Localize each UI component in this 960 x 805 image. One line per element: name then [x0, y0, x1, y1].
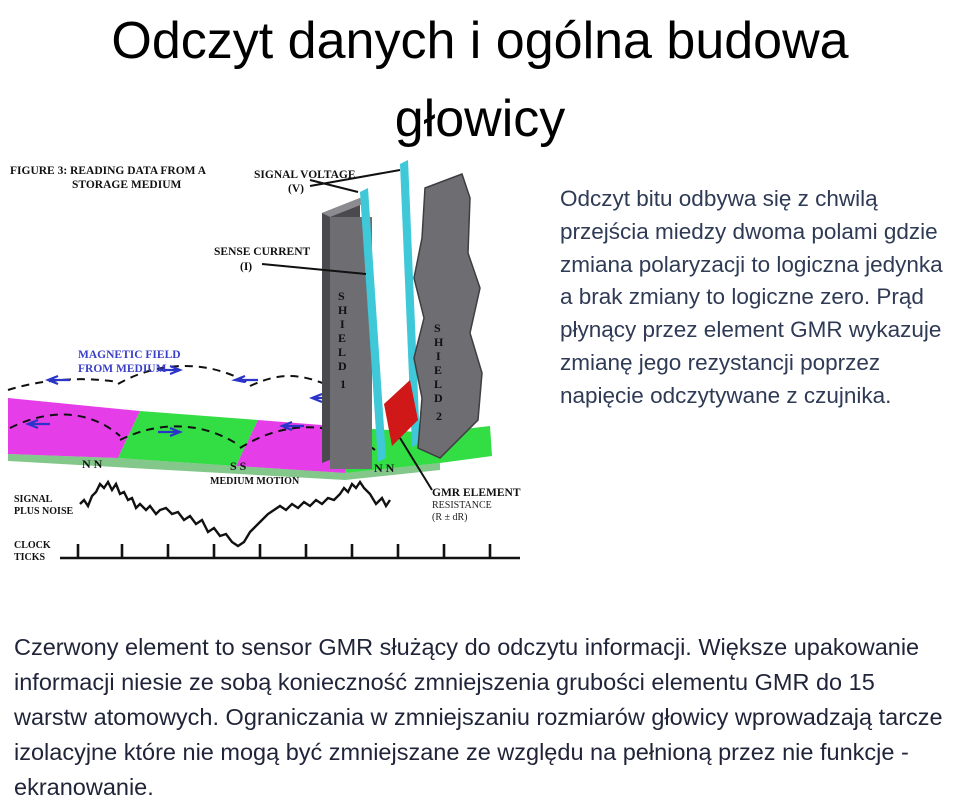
signal-voltage-label-2: (V) [288, 183, 304, 195]
magnetic-field-label-1: MAGNETIC FIELD [78, 349, 181, 361]
shield-1-letter: 1 [340, 377, 346, 391]
shield-1-letter: S [338, 289, 345, 303]
shield-1-letter: H [338, 303, 348, 317]
pole-label: N N [82, 457, 103, 471]
shield-1-letter: L [338, 345, 347, 359]
clock-ticks-label-1: CLOCK [14, 540, 51, 551]
shield-1-letter: E [338, 331, 347, 345]
medium-segment-green-1 [118, 411, 258, 466]
side-description-text: Odczyt bitu odbywa się z chwilą przejścia miedzy dwoma polami gdzie zmiana polaryzacji to logiczna jedynka a brak zmiany to logiczne zero. Prąd płynący przez element GMR wykazuje zmianę jego rezystancji poprzez napięcie odczytywane z czujnika. [560, 186, 943, 408]
shield-1-letter: I [340, 317, 345, 331]
resistance-label-2: (R ± dR) [432, 512, 468, 523]
shield-2-letter: I [436, 349, 441, 363]
figure-caption-line-1: FIGURE 3: READING DATA FROM A [10, 165, 207, 177]
field-arrow-icon [235, 376, 258, 382]
signal-waveform [80, 482, 390, 546]
sense-current-label-2: (I) [240, 261, 253, 273]
pole-label: N N [374, 461, 395, 475]
field-line-upper-3 [250, 376, 325, 386]
bottom-description-text: Czerwony element to sensor GMR służący do odczytu informacji. Większe upakowanie informacji niesie ze sobą konieczność zmniejszenia grubości elementu GMR do 15 warstw atomowych. Ograniczania w zmniejszaniu rozmiarów głowicy wprowadzają tarcze izolacyjne które nie mogą być zmniejszane ze względu na pełnioną przez nie funkcje - ekranowanie. [14, 634, 943, 800]
medium-motion-label: MEDIUM MOTION [210, 476, 300, 487]
signal-noise-label-1: SIGNAL [14, 494, 53, 505]
gmr-element-label: GMR ELEMENT [432, 487, 521, 499]
shield-2-letter: H [434, 335, 444, 349]
slide-title [0, 2, 960, 158]
bottom-description [14, 630, 954, 805]
gmr-reading-diagram [0, 158, 555, 578]
field-arrow-icon [48, 376, 70, 384]
shield-2-letter: E [434, 363, 443, 377]
pole-label: S S [230, 459, 247, 473]
shield-2-letter: S [434, 321, 441, 335]
figure-caption-line-2: STORAGE MEDIUM [72, 179, 182, 191]
shield-2-letter: L [434, 377, 443, 391]
shield-2-letter: D [434, 391, 443, 405]
medium-segment-magenta-1 [8, 398, 140, 458]
clock-ticks-label-2: TICKS [14, 552, 46, 563]
side-description [560, 183, 956, 413]
shield-1-letter: D [338, 359, 347, 373]
magnetic-field-label-2: FROM MEDIUM [78, 363, 167, 375]
title-line-1: Odczyt danych i ogólna budowa [111, 12, 849, 70]
clock-ticks [60, 544, 520, 558]
shield-2-letter: 2 [436, 409, 442, 423]
resistance-label-1: RESISTANCE [432, 500, 492, 511]
sense-current-label-1: SENSE CURRENT [214, 246, 311, 258]
shield-2 [414, 174, 482, 458]
signal-voltage-label-1: SIGNAL VOLTAGE [254, 169, 356, 181]
signal-noise-label-2: PLUS NOISE [14, 506, 74, 517]
title-line-2: głowicy [394, 90, 566, 148]
